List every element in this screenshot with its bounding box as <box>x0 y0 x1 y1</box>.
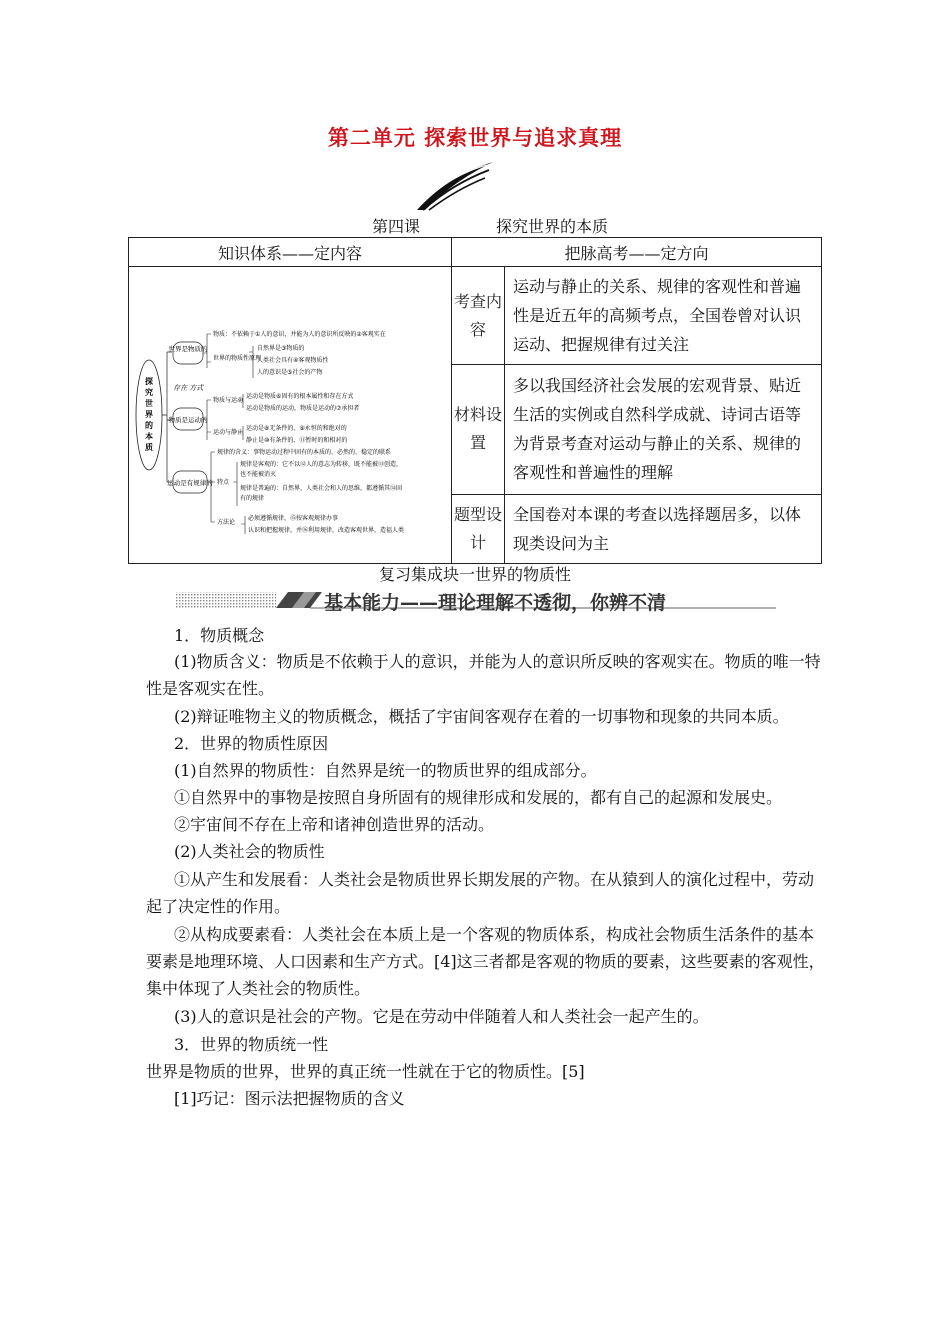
diagram-line-12: 规律是普遍的：自然界、人类社会和人的思维，都遵循其⑭固 <box>240 485 403 492</box>
diagram-line-9: 规律的含义：事物运动过程中固有的本质的、必然的、稳定的联系 <box>217 449 392 456</box>
diagram-line-11: 也不能被消灭 <box>240 471 277 478</box>
root-label-char: 探 <box>145 377 153 386</box>
paragraph-consciousness: (3)人的意识是社会的产物。它是在劳动中伴随着人和人类社会一起产生的。 <box>174 1007 709 1026</box>
diagram-line-4: 人的意识是⑤社会的产物 <box>257 369 323 376</box>
knowledge-diagram-cell <box>129 267 452 564</box>
paragraph-material-unity: 世界是物质的世界，世界的真正统一性就在于它的物质性。[5] <box>146 1062 585 1081</box>
node-principle-label: 世界的物质性原理 <box>213 355 262 362</box>
paragraph-nature-point-1: ①自然界中的事物是按照自身所固有的规律形成和发展的，都有自己的起源和发展史。 <box>174 788 783 807</box>
row-content-exam-content: 运动与静止的关系、规律的客观性和普遍性是近五年的高频考点，全国卷曾对认识运动、把握规律有过关注 <box>505 267 822 365</box>
paragraph-nature-materiality: (1)自然界的物质性：自然界是统一的物质世界的组成部分。 <box>174 761 597 780</box>
root-label-char: 世 <box>145 399 153 408</box>
section-title: 复习集成块一世界的物质性 <box>378 565 571 584</box>
diagram-line-8: 静止是⑩有条件的、⑪暂时的和相对的 <box>246 437 348 444</box>
node-matter-motion-label: 物质与运动 <box>213 397 244 404</box>
node-world-material-label: 世界是物质的 <box>168 345 208 353</box>
root-label <box>145 376 153 452</box>
row-label-material: 材料设置 <box>452 365 505 494</box>
ability-banner-text: 基本能力——理论理解不透彻，你辨不清 <box>324 592 667 614</box>
diagram-line-3: 人类社会具有④客观物质性 <box>257 357 329 364</box>
lesson-name: 探究世界的本质 <box>496 217 609 236</box>
root-label-char: 究 <box>145 388 153 397</box>
diagram-line-1: 物质：不依赖于①人的意识，并能为人的意识所反映的②客观实在 <box>213 331 386 338</box>
paragraph-memory-tip: [1]巧记：图示法把握物质的含义 <box>174 1089 405 1108</box>
root-label-char: 的 <box>145 421 153 430</box>
paragraph-dialectical-concept: (2)辩证唯物主义的物质概念，概括了宇宙间客观存在着的一切事物和现象的共同本质。 <box>174 707 789 726</box>
paragraph-society-point-2: ②从构成要素看：人类社会在本质上是一个客观的物质体系，构成社会物质生活条件的基本要素是地理环境、人口因素和生产方式。[4]这三者都是客观的物质的要素，这些要素的客观性，集中体现了人类社会的物质性。 <box>146 925 825 998</box>
node-material-moving-label: 物质是运动的 <box>168 416 208 424</box>
diagram-line-14: 必须遵循规律，⑮按客观规律办事 <box>248 515 339 522</box>
diagram-line-6: 运动是物质的运动，物质是运动的⑦承担者 <box>246 405 360 412</box>
exam-header: 把脉高考——定方向 <box>452 238 822 267</box>
knowledge-diagram <box>129 272 451 558</box>
root-label-char: 质 <box>145 443 153 452</box>
row-label-question-type: 题型设计 <box>452 494 505 563</box>
node-features-label: 特点 <box>217 479 230 486</box>
diagram-line-15: 认识和把握规律，并⑯利用规律，改造客观世界，造福人类 <box>248 527 405 534</box>
paragraph-nature-point-2: ②宇宙间不存在上帝和诸神创造世界的活动。 <box>174 815 495 834</box>
heading-society-materiality: (2)人类社会的物质性 <box>174 842 325 861</box>
diagram-line-7: 运动是⑧无条件的、⑨永恒的和绝对的 <box>246 425 347 432</box>
diagram-line-10: 规律是客观的：它不以⑫人的意志为转移，既不能被⑬创造， <box>240 461 403 468</box>
root-label-char: 界 <box>145 410 153 419</box>
row-label-exam-content: 考查内容 <box>452 267 505 365</box>
diagram-line-13: 有的规律 <box>240 495 265 502</box>
lesson-number: 第四课 <box>372 217 421 236</box>
diagram-line-5: 运动是物质⑥固有的根本属性和存在方式 <box>246 393 354 400</box>
heading-material-concept: 1．物质概念 <box>174 626 265 645</box>
paragraph-material-meaning: (1)物质含义：物质是不依赖于人的意识，并能为人的意识所反映的客观实在。物质的唯一特性是客观实在性。 <box>146 652 821 698</box>
heading-material-reason: 2．世界的物质性原因 <box>174 734 329 753</box>
node-motion-rest-label: 运动与静止 <box>213 429 244 436</box>
heading-material-unity: 3．世界的物质统一性 <box>174 1035 329 1054</box>
node-methodology-label: 方法论 <box>217 519 236 526</box>
row-content-material: 多以我国经济社会发展的宏观背景、贴近生活的实例或自然科学成就、诗词古语等为背景考查对运动与静止的关系、规律的客观性和普遍性的理解 <box>505 365 822 494</box>
row-content-question-type: 全国卷对本课的考查以选择题居多，以体现类设问为主 <box>505 494 822 563</box>
paragraph-society-point-1: ①从产生和发展看：人类社会是物质世界长期发展的产物。在从猿到人的演化过程中，劳动起了决定性的作用。 <box>146 870 815 916</box>
unit-title: 第二单元 探索世界与追求真理 <box>327 126 623 150</box>
knowledge-header: 知识体系——定内容 <box>129 238 452 267</box>
mid-label: 存在 方式 <box>173 384 204 392</box>
node-motion-law-label: 运动是有规律的 <box>167 479 213 487</box>
diagram-line-2: 自然界是③物质的 <box>257 345 305 352</box>
overview-table <box>128 237 822 564</box>
brush-stroke-decoration <box>415 160 495 212</box>
root-label-char: 本 <box>145 432 153 441</box>
